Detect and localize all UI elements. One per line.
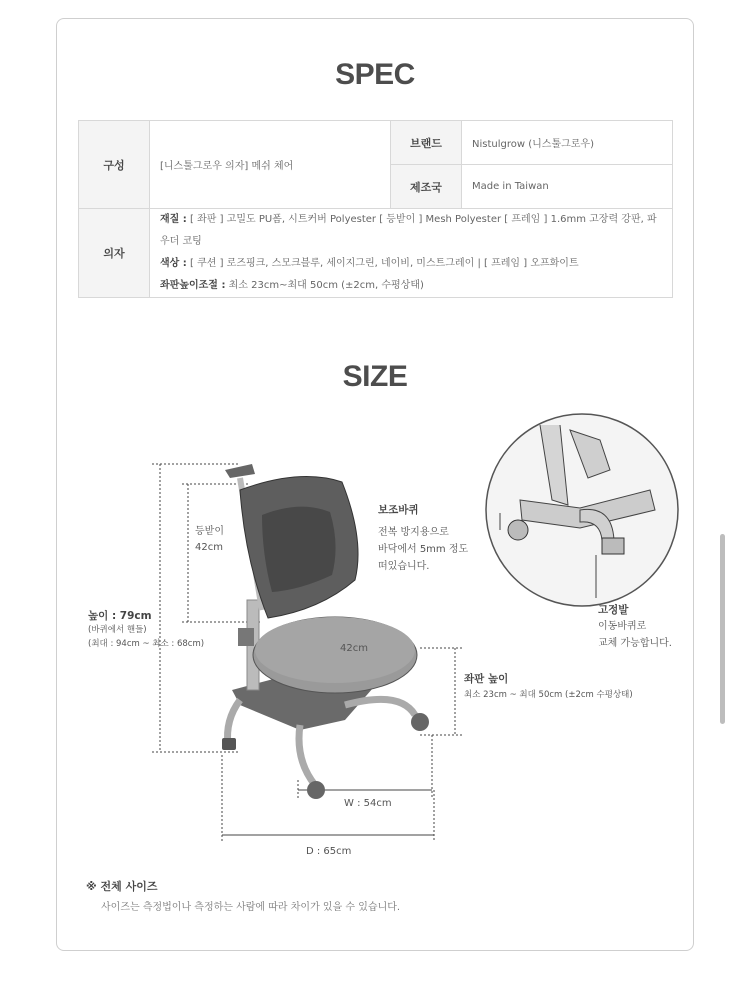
depth-label: D : 65cm bbox=[306, 846, 352, 857]
seat-height-label: 좌판 높이 bbox=[464, 673, 509, 685]
backrest-value: 42cm bbox=[195, 542, 223, 553]
material-line: 재질 : [ 좌판 ] 고밀도 PU폼, 시트커버 Polyester [ 등받이 ] Mesh Polyester [ 프레임 ] 1.6mm 고장력 강판, 파우더 코팅 bbox=[160, 214, 657, 247]
brand-value: Nistulgrow (니스툴그로우) bbox=[462, 121, 673, 165]
chair-backrest bbox=[225, 464, 358, 618]
brand-label: 브랜드 bbox=[391, 121, 462, 165]
chair-label: 의자 bbox=[79, 209, 150, 298]
backrest-label: 등받이 bbox=[195, 526, 224, 537]
size-title: SIZE bbox=[342, 360, 408, 393]
note-text: 사이즈는 측정법이나 측정하는 사람에 따라 차이가 있을 수 있습니다. bbox=[101, 902, 401, 913]
chair-seat bbox=[253, 617, 417, 693]
fixed-foot-title: 고정발 bbox=[598, 604, 629, 616]
aux-wheel-line3: 떠있습니다. bbox=[378, 561, 430, 572]
seat-line: 좌판높이조절 : 최소 23cm~최대 50cm (±2cm, 수평상태) bbox=[160, 280, 424, 291]
maker-value: Made in Taiwan bbox=[462, 165, 673, 209]
fixed-foot-line2: 교체 가능합니다. bbox=[598, 638, 672, 649]
height-label: 높이 : 79cm bbox=[88, 610, 152, 622]
height-sub: (바퀴에서 핸들) bbox=[88, 625, 147, 635]
composition-label: 구성 bbox=[79, 121, 150, 209]
composition-value: [니스툴그로우 의자] 메쉬 체어 bbox=[150, 121, 391, 209]
spec-title: SPEC bbox=[335, 58, 415, 91]
maker-label: 제조국 bbox=[391, 165, 462, 209]
height-range: (최대 : 94cm ~ 최소 : 68cm) bbox=[88, 639, 205, 649]
aux-wheel-line2: 바닥에서 5mm 정도 bbox=[378, 544, 469, 555]
width-label: W : 54cm bbox=[344, 798, 392, 809]
wheel-detail-circle bbox=[486, 414, 678, 606]
seat-height-value: 최소 23cm ~ 최대 50cm (±2cm 수평상태) bbox=[464, 690, 633, 700]
note-title: ※ 전체 사이즈 bbox=[86, 880, 158, 893]
color-line: 색상 : [ 쿠션 ] 로즈핑크, 스모크블루, 세이지그린, 네이비, 미스트그레이 | [ 프레임 ] 오프화이트 bbox=[160, 258, 579, 269]
aux-wheel-title: 보조바퀴 bbox=[378, 504, 419, 516]
seat-width-value: 42cm bbox=[340, 643, 368, 654]
fixed-foot-line1: 이동바퀴로 bbox=[598, 621, 647, 632]
aux-wheel-line1: 전복 방지용으로 bbox=[378, 527, 449, 538]
